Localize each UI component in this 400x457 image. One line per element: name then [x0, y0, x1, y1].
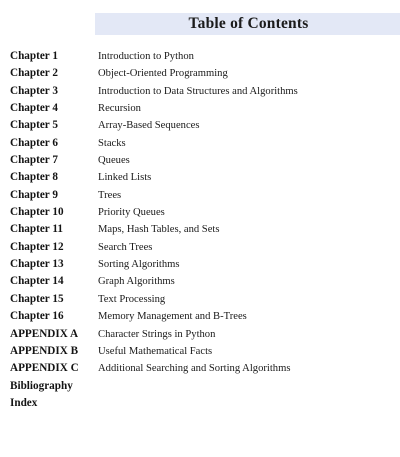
toc-entry-label: Chapter 15: [10, 292, 64, 305]
toc-entry-label: Chapter 16: [10, 310, 64, 323]
toc-entry-label: Chapter 10: [10, 206, 64, 219]
toc-entry: [0, 100, 400, 117]
toc-entry-name: Graph Algorithms: [98, 276, 175, 288]
toc-entry: [0, 152, 400, 169]
toc-entry-name: Memory Management and B-Trees: [98, 311, 247, 323]
toc-entry: [0, 83, 400, 100]
toc-entry: [0, 65, 400, 82]
toc-entry-label: APPENDIX C: [10, 362, 79, 375]
toc-entry: [0, 169, 400, 186]
toc-entry-name: Maps, Hash Tables, and Sets: [98, 224, 220, 236]
toc-entry: [0, 135, 400, 152]
toc-entry: [0, 256, 400, 273]
toc-entry-label: APPENDIX B: [10, 344, 79, 357]
toc-entry: [0, 378, 400, 395]
toc-entry-name: Character Strings in Python: [98, 328, 216, 340]
toc-entry-label: Bibliography: [10, 379, 73, 392]
toc-entry: [0, 343, 400, 360]
toc-entry-name: Array-Based Sequences: [98, 120, 200, 132]
toc-entry-name: Linked Lists: [98, 172, 152, 184]
toc-entry-label: Chapter 1: [10, 50, 58, 62]
toc-entry-name: Queues: [98, 155, 130, 167]
toc-title: Table of Contents: [188, 15, 309, 33]
toc-entry: [0, 204, 400, 221]
toc-entry-label: Chapter 5: [10, 119, 58, 132]
toc-entry-label: Index: [10, 396, 38, 409]
toc-entry-name: Trees: [98, 189, 122, 201]
toc-entry-name: Object-Oriented Programming: [98, 68, 228, 80]
toc-entry: [0, 308, 400, 325]
toc-entry-name: Additional Searching and Sorting Algorithms: [98, 363, 291, 375]
toc-entry-name: Stacks: [98, 137, 126, 149]
toc-entry-name: Priority Queues: [98, 207, 165, 219]
toc-entry: [0, 326, 400, 343]
toc-entry-label: Chapter 2: [10, 67, 58, 80]
toc-entry-name: Useful Mathematical Facts: [98, 345, 213, 357]
toc-entry: [0, 187, 400, 204]
toc-entry-label: Chapter 3: [10, 84, 58, 97]
toc-entry-name: Introduction to Python: [98, 51, 194, 62]
toc-entry-name: Sorting Algorithms: [98, 259, 180, 271]
toc-entry: [0, 395, 400, 412]
toc-entry-name: Recursion: [98, 103, 141, 115]
toc-entry-label: Chapter 8: [10, 171, 58, 184]
toc-entry-name: Introduction to Data Structures and Algorithms: [98, 85, 298, 97]
toc-entry-label: Chapter 7: [10, 154, 58, 167]
toc-entry-label: Chapter 12: [10, 240, 64, 253]
toc-entry-label: Chapter 14: [10, 275, 64, 288]
toc-entry-label: Chapter 11: [10, 223, 63, 236]
toc-entry-name: Search Trees: [98, 241, 153, 253]
toc-title-bar: [95, 13, 400, 35]
toc-entry-label: APPENDIX A: [10, 327, 79, 340]
toc-entry-label: Chapter 4: [10, 102, 58, 115]
toc-entry-name: Text Processing: [98, 293, 166, 305]
toc-entry: [0, 239, 400, 256]
toc-entry-label: Chapter 9: [10, 188, 58, 201]
toc-list: [0, 48, 400, 412]
toc-entry-label: Chapter 6: [10, 136, 58, 149]
toc-entry: [0, 291, 400, 308]
toc-entry-label: Chapter 13: [10, 258, 64, 271]
toc-entry: [0, 48, 400, 65]
toc-entry: [0, 117, 400, 134]
toc-entry: [0, 360, 400, 377]
toc-entry: [0, 273, 400, 290]
toc-entry: [0, 221, 400, 238]
